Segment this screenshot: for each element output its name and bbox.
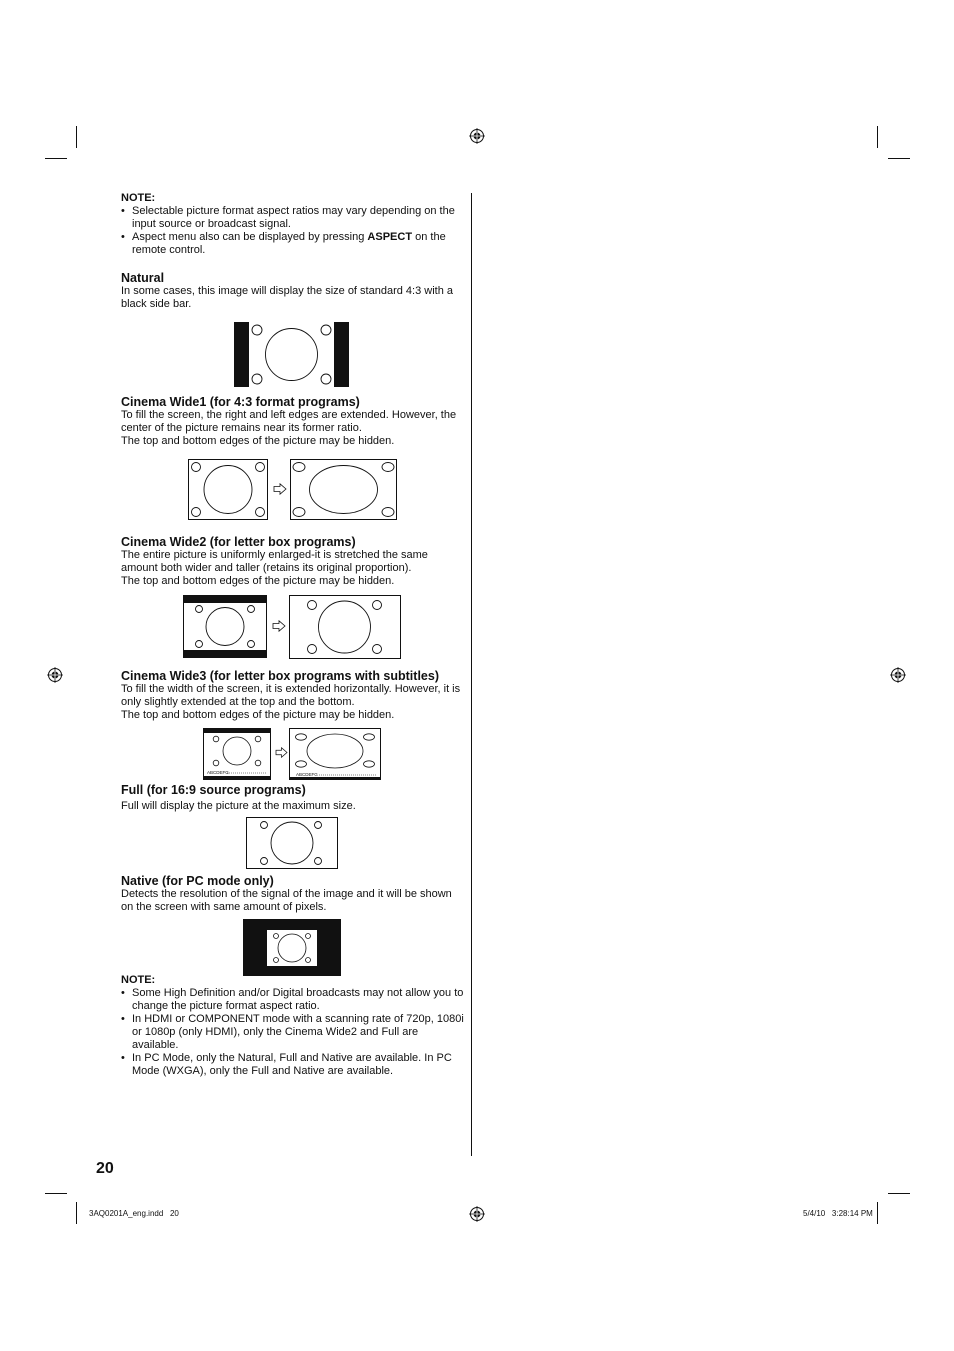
note-label: NOTE: (121, 192, 156, 204)
section-natural (121, 271, 466, 311)
section-text: The top and bottom edges of the picture may be hidden. (121, 575, 395, 587)
wide1-diagram-result (290, 459, 397, 520)
section-title: Cinema Wide1 (for 4:3 format programs) (121, 395, 360, 409)
section-cinema-wide2 (121, 535, 466, 588)
subtitle-sample: ABCDEFG (296, 772, 318, 777)
crop-mark (877, 1202, 878, 1224)
subtitle-sample: ABCDEFG (207, 770, 229, 775)
registration-mark-icon (469, 1206, 485, 1222)
crop-mark (45, 1193, 67, 1194)
registration-mark-icon (47, 667, 63, 683)
note-item: • Selectable picture format aspect ratios may vary depending on the input source or broadcast signal. (121, 205, 466, 231)
print-timestamp: 5/4/10 3:28:14 PM (803, 1209, 873, 1218)
section-title: Full (for 16:9 source programs) (121, 783, 306, 797)
note-item: • In PC Mode, only the Natural, Full and Native are available. In PC Mode (WXGA), only the Full and Native are available. (121, 1052, 466, 1078)
wide1-diagram-source (188, 459, 268, 520)
wide3-diagram-result (289, 728, 381, 780)
column-divider (471, 193, 472, 1156)
crop-mark (877, 126, 878, 148)
registration-mark-icon (890, 667, 906, 683)
section-full (121, 783, 466, 813)
crop-mark (76, 1202, 77, 1224)
section-text: In some cases, this image will display the size of standard 4:3 with a black side bar. (121, 285, 453, 310)
section-title: Native (for PC mode only) (121, 874, 274, 888)
arrow-right-icon (273, 483, 287, 495)
note-block (121, 192, 466, 257)
wide3-diagram-source (203, 728, 271, 780)
registration-mark-icon (469, 128, 485, 144)
arrow-right-icon (272, 620, 286, 632)
note-item: • Some High Definition and/or Digital broadcasts may not allow you to change the picture format aspect ratio. (121, 987, 466, 1013)
note-label: NOTE: (121, 974, 156, 986)
section-text: The entire picture is uniformly enlarged-it is stretched the same amount both wider and taller (retains its original proportion). (121, 549, 428, 574)
section-cinema-wide3 (121, 669, 466, 722)
section-text: To fill the screen, the right and left edges are extended. However, the center of the picture remains near its former ratio. (121, 409, 457, 434)
section-title: Cinema Wide2 (for letter box programs) (121, 535, 356, 549)
section-title: Cinema Wide3 (for letter box programs with subtitles) (121, 669, 439, 683)
crop-mark (888, 1193, 910, 1194)
wide2-diagram-result (289, 595, 401, 659)
crop-mark (45, 158, 67, 159)
aspect-key-label: ASPECT (367, 231, 413, 243)
arrow-right-icon (275, 747, 288, 758)
wide2-diagram-source (183, 595, 267, 658)
note-item: • Aspect menu also can be displayed by pressing ASPECT on the remote control. (121, 231, 466, 257)
section-text: Full will display the picture at the maximum size. (121, 800, 356, 812)
section-text: To fill the width of the screen, it is extended horizontally. However, it is only slightly extended at the top and the bottom. (121, 683, 461, 708)
crop-mark (76, 126, 77, 148)
full-diagram (246, 817, 338, 869)
section-cinema-wide1 (121, 395, 466, 448)
note-item: • In HDMI or COMPONENT mode with a scanning rate of 720p, 1080i or 1080p (only HDMI), only the Cinema Wide2 and Full are available. (121, 1013, 466, 1052)
natural-diagram (234, 322, 349, 387)
section-native (121, 874, 466, 914)
crop-mark (888, 158, 910, 159)
section-text: Detects the resolution of the signal of the image and it will be shown on the screen with same amount of pixels. (121, 888, 452, 913)
section-title: Natural (121, 271, 165, 285)
section-text: The top and bottom edges of the picture may be hidden. (121, 709, 395, 721)
page-number: 20 (96, 1160, 114, 1177)
note-block (121, 974, 466, 1078)
native-diagram (243, 919, 341, 976)
section-text: The top and bottom edges of the picture may be hidden. (121, 435, 395, 447)
file-name: 3AQ0201A_eng.indd 20 (89, 1209, 179, 1218)
